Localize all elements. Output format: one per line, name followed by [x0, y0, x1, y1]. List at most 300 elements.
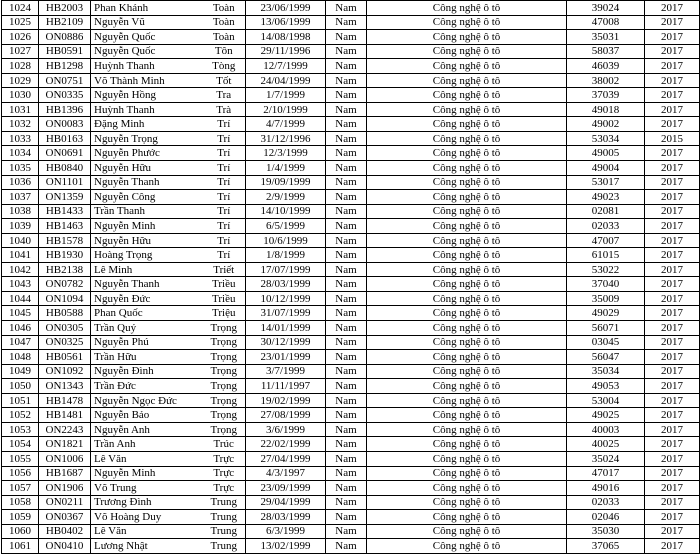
student-code-cell: HB2109: [39, 15, 91, 30]
table-row: [2, 233, 700, 248]
student-code-cell: HB1478: [39, 393, 91, 408]
student-given-name-cell: Trực: [203, 466, 246, 481]
table-row: [2, 15, 700, 30]
table-row: [2, 262, 700, 277]
row-number-cell: 1025: [2, 15, 39, 30]
year-cell: 2017: [645, 335, 700, 350]
reference-number-cell: 35030: [567, 524, 645, 539]
table-row: [2, 59, 700, 74]
student-surname-cell: Nguyễn Phước: [91, 146, 203, 161]
student-surname-cell: Phan Quốc: [91, 306, 203, 321]
reference-number-cell: 46039: [567, 59, 645, 74]
reference-number-cell: 49005: [567, 146, 645, 161]
row-number-cell: 1027: [2, 44, 39, 59]
table-row: [2, 219, 700, 234]
student-given-name-cell: Trí: [203, 204, 246, 219]
reference-number-cell: 58037: [567, 44, 645, 59]
student-given-name-cell: Trực: [203, 451, 246, 466]
birth-date-cell: 14/10/1999: [246, 204, 326, 219]
gender-cell: Nam: [326, 437, 367, 452]
student-code-cell: ON1906: [39, 481, 91, 496]
row-number-cell: 1057: [2, 481, 39, 496]
student-surname-cell: Nguyễn Thanh: [91, 175, 203, 190]
gender-cell: Nam: [326, 262, 367, 277]
year-cell: 2017: [645, 30, 700, 45]
major-cell: Công nghệ ô tô: [367, 437, 567, 452]
student-code-cell: HB1298: [39, 59, 91, 74]
reference-number-cell: 47008: [567, 15, 645, 30]
row-number-cell: 1047: [2, 335, 39, 350]
major-cell: Công nghệ ô tô: [367, 1, 567, 16]
student-code-cell: HB1930: [39, 248, 91, 263]
birth-date-cell: 29/04/1999: [246, 495, 326, 510]
row-number-cell: 1032: [2, 117, 39, 132]
student-code-cell: HB1463: [39, 219, 91, 234]
gender-cell: Nam: [326, 510, 367, 525]
gender-cell: Nam: [326, 73, 367, 88]
row-number-cell: 1052: [2, 408, 39, 423]
reference-number-cell: 35009: [567, 291, 645, 306]
major-cell: Công nghệ ô tô: [367, 451, 567, 466]
reference-number-cell: 49029: [567, 306, 645, 321]
row-number-cell: 1035: [2, 161, 39, 176]
year-cell: 2017: [645, 437, 700, 452]
major-cell: Công nghệ ô tô: [367, 73, 567, 88]
birth-date-cell: 31/07/1999: [246, 306, 326, 321]
student-code-cell: HB2138: [39, 262, 91, 277]
student-surname-cell: Nguyễn Công: [91, 190, 203, 205]
major-cell: Công nghệ ô tô: [367, 262, 567, 277]
major-cell: Công nghệ ô tô: [367, 59, 567, 74]
student-code-cell: HB0840: [39, 161, 91, 176]
birth-date-cell: 27/08/1999: [246, 408, 326, 423]
year-cell: 2017: [645, 321, 700, 336]
year-cell: 2017: [645, 44, 700, 59]
reference-number-cell: 02033: [567, 495, 645, 510]
major-cell: Công nghệ ô tô: [367, 204, 567, 219]
gender-cell: Nam: [326, 233, 367, 248]
row-number-cell: 1056: [2, 466, 39, 481]
major-cell: Công nghệ ô tô: [367, 102, 567, 117]
major-cell: Công nghệ ô tô: [367, 306, 567, 321]
student-code-cell: HB0402: [39, 524, 91, 539]
reference-number-cell: 56071: [567, 321, 645, 336]
table-row: [2, 30, 700, 45]
year-cell: 2017: [645, 102, 700, 117]
birth-date-cell: 1/7/1999: [246, 88, 326, 103]
student-given-name-cell: Triết: [203, 262, 246, 277]
student-surname-cell: Nguyễn Minh: [91, 466, 203, 481]
student-code-cell: HB0163: [39, 131, 91, 146]
major-cell: Công nghệ ô tô: [367, 422, 567, 437]
row-number-cell: 1024: [2, 1, 39, 16]
row-number-cell: 1055: [2, 451, 39, 466]
student-given-name-cell: Trà: [203, 102, 246, 117]
table-row: [2, 393, 700, 408]
year-cell: 2017: [645, 364, 700, 379]
row-number-cell: 1026: [2, 30, 39, 45]
student-given-name-cell: Toàn: [203, 30, 246, 45]
gender-cell: Nam: [326, 321, 367, 336]
year-cell: 2017: [645, 466, 700, 481]
reference-number-cell: 40003: [567, 422, 645, 437]
student-given-name-cell: Trí: [203, 161, 246, 176]
gender-cell: Nam: [326, 117, 367, 132]
major-cell: Công nghệ ô tô: [367, 277, 567, 292]
major-cell: Công nghệ ô tô: [367, 335, 567, 350]
student-given-name-cell: Trí: [203, 175, 246, 190]
table-row: [2, 117, 700, 132]
gender-cell: Nam: [326, 175, 367, 190]
student-surname-cell: Nguyễn Quốc: [91, 30, 203, 45]
birth-date-cell: 14/01/1999: [246, 321, 326, 336]
student-given-name-cell: Tòng: [203, 59, 246, 74]
table-row: [2, 422, 700, 437]
student-surname-cell: Phan Khánh: [91, 1, 203, 16]
birth-date-cell: 24/04/1999: [246, 73, 326, 88]
student-surname-cell: Hoàng Trọng: [91, 248, 203, 263]
gender-cell: Nam: [326, 131, 367, 146]
reference-number-cell: 49002: [567, 117, 645, 132]
major-cell: Công nghệ ô tô: [367, 219, 567, 234]
major-cell: Công nghệ ô tô: [367, 248, 567, 263]
table-row: [2, 88, 700, 103]
student-code-cell: ON0886: [39, 30, 91, 45]
major-cell: Công nghệ ô tô: [367, 44, 567, 59]
birth-date-cell: 29/11/1996: [246, 44, 326, 59]
year-cell: 2017: [645, 219, 700, 234]
student-table-body: [2, 1, 700, 554]
reference-number-cell: 49018: [567, 102, 645, 117]
row-number-cell: 1053: [2, 422, 39, 437]
student-given-name-cell: Trí: [203, 146, 246, 161]
gender-cell: Nam: [326, 466, 367, 481]
row-number-cell: 1028: [2, 59, 39, 74]
birth-date-cell: 1/4/1999: [246, 161, 326, 176]
student-code-cell: HB1481: [39, 408, 91, 423]
birth-date-cell: 2/10/1999: [246, 102, 326, 117]
year-cell: 2017: [645, 161, 700, 176]
student-code-cell: HB1687: [39, 466, 91, 481]
birth-date-cell: 3/7/1999: [246, 364, 326, 379]
row-number-cell: 1045: [2, 306, 39, 321]
student-code-cell: HB0591: [39, 44, 91, 59]
birth-date-cell: 27/04/1999: [246, 451, 326, 466]
reference-number-cell: 56047: [567, 350, 645, 365]
row-number-cell: 1030: [2, 88, 39, 103]
year-cell: 2017: [645, 248, 700, 263]
major-cell: Công nghệ ô tô: [367, 146, 567, 161]
year-cell: 2017: [645, 451, 700, 466]
birth-date-cell: 30/12/1999: [246, 335, 326, 350]
student-surname-cell: Nguyễn Vũ: [91, 15, 203, 30]
major-cell: Công nghệ ô tô: [367, 233, 567, 248]
row-number-cell: 1037: [2, 190, 39, 205]
reference-number-cell: 35024: [567, 451, 645, 466]
gender-cell: Nam: [326, 102, 367, 117]
student-surname-cell: Nguyễn Anh: [91, 422, 203, 437]
table-row: [2, 510, 700, 525]
birth-date-cell: 31/12/1996: [246, 131, 326, 146]
year-cell: 2017: [645, 146, 700, 161]
student-given-name-cell: Trúc: [203, 437, 246, 452]
year-cell: 2017: [645, 539, 700, 554]
student-surname-cell: Nguyễn Hữu: [91, 161, 203, 176]
gender-cell: Nam: [326, 364, 367, 379]
row-number-cell: 1046: [2, 321, 39, 336]
student-code-cell: ON0751: [39, 73, 91, 88]
row-number-cell: 1044: [2, 291, 39, 306]
student-code-cell: ON0410: [39, 539, 91, 554]
student-surname-cell: Nguyễn Quốc: [91, 44, 203, 59]
student-surname-cell: Nguyễn Hữu: [91, 233, 203, 248]
major-cell: Công nghệ ô tô: [367, 321, 567, 336]
major-cell: Công nghệ ô tô: [367, 510, 567, 525]
gender-cell: Nam: [326, 451, 367, 466]
major-cell: Công nghệ ô tô: [367, 364, 567, 379]
row-number-cell: 1034: [2, 146, 39, 161]
student-given-name-cell: Trọng: [203, 350, 246, 365]
student-given-name-cell: Trọng: [203, 335, 246, 350]
birth-date-cell: 1/8/1999: [246, 248, 326, 263]
row-number-cell: 1041: [2, 248, 39, 263]
student-surname-cell: Trần Quý: [91, 321, 203, 336]
gender-cell: Nam: [326, 350, 367, 365]
student-surname-cell: Trần Đức: [91, 379, 203, 394]
birth-date-cell: 23/01/1999: [246, 350, 326, 365]
major-cell: Công nghệ ô tô: [367, 88, 567, 103]
birth-date-cell: 10/12/1999: [246, 291, 326, 306]
table-row: [2, 44, 700, 59]
birth-date-cell: 13/02/1999: [246, 539, 326, 554]
birth-date-cell: 12/3/1999: [246, 146, 326, 161]
student-given-name-cell: Trọng: [203, 379, 246, 394]
row-number-cell: 1060: [2, 524, 39, 539]
gender-cell: Nam: [326, 393, 367, 408]
gender-cell: Nam: [326, 1, 367, 16]
student-surname-cell: Đặng Minh: [91, 117, 203, 132]
birth-date-cell: 10/6/1999: [246, 233, 326, 248]
year-cell: 2017: [645, 117, 700, 132]
birth-date-cell: 19/09/1999: [246, 175, 326, 190]
gender-cell: Nam: [326, 30, 367, 45]
row-number-cell: 1054: [2, 437, 39, 452]
row-number-cell: 1036: [2, 175, 39, 190]
birth-date-cell: 4/7/1999: [246, 117, 326, 132]
birth-date-cell: 11/11/1997: [246, 379, 326, 394]
year-cell: 2017: [645, 204, 700, 219]
table-row: [2, 524, 700, 539]
student-given-name-cell: Trọng: [203, 321, 246, 336]
student-code-cell: HB2003: [39, 1, 91, 16]
year-cell: 2017: [645, 277, 700, 292]
reference-number-cell: 53004: [567, 393, 645, 408]
reference-number-cell: 35031: [567, 30, 645, 45]
student-surname-cell: Trần Thanh: [91, 204, 203, 219]
student-code-cell: HB1433: [39, 204, 91, 219]
row-number-cell: 1042: [2, 262, 39, 277]
birth-date-cell: 22/02/1999: [246, 437, 326, 452]
student-given-name-cell: Trọng: [203, 422, 246, 437]
student-code-cell: ON0083: [39, 117, 91, 132]
student-code-cell: HB0588: [39, 306, 91, 321]
table-row: [2, 248, 700, 263]
reference-number-cell: 37065: [567, 539, 645, 554]
major-cell: Công nghệ ô tô: [367, 379, 567, 394]
student-surname-cell: Trần Anh: [91, 437, 203, 452]
student-given-name-cell: Toàn: [203, 15, 246, 30]
row-number-cell: 1059: [2, 510, 39, 525]
table-row: [2, 1, 700, 16]
year-cell: 2017: [645, 73, 700, 88]
major-cell: Công nghệ ô tô: [367, 466, 567, 481]
table-row: [2, 190, 700, 205]
year-cell: 2017: [645, 59, 700, 74]
row-number-cell: 1038: [2, 204, 39, 219]
gender-cell: Nam: [326, 306, 367, 321]
reference-number-cell: 37039: [567, 88, 645, 103]
year-cell: 2017: [645, 190, 700, 205]
reference-number-cell: 40025: [567, 437, 645, 452]
student-surname-cell: Nguyễn Ngọc Đức: [91, 393, 203, 408]
birth-date-cell: 12/7/1999: [246, 59, 326, 74]
row-number-cell: 1040: [2, 233, 39, 248]
student-given-name-cell: Trực: [203, 481, 246, 496]
student-surname-cell: Lê Minh: [91, 262, 203, 277]
major-cell: Công nghệ ô tô: [367, 350, 567, 365]
student-given-name-cell: Trí: [203, 233, 246, 248]
table-row: [2, 364, 700, 379]
gender-cell: Nam: [326, 524, 367, 539]
row-number-cell: 1043: [2, 277, 39, 292]
student-given-name-cell: Trí: [203, 117, 246, 132]
row-number-cell: 1029: [2, 73, 39, 88]
year-cell: 2017: [645, 379, 700, 394]
table-row: [2, 73, 700, 88]
major-cell: Công nghệ ô tô: [367, 481, 567, 496]
gender-cell: Nam: [326, 219, 367, 234]
birth-date-cell: 23/06/1999: [246, 1, 326, 16]
major-cell: Công nghệ ô tô: [367, 117, 567, 132]
year-cell: 2017: [645, 422, 700, 437]
major-cell: Công nghệ ô tô: [367, 15, 567, 30]
reference-number-cell: 02033: [567, 219, 645, 234]
row-number-cell: 1031: [2, 102, 39, 117]
reference-number-cell: 53017: [567, 175, 645, 190]
birth-date-cell: 6/3/1999: [246, 524, 326, 539]
year-cell: 2017: [645, 306, 700, 321]
birth-date-cell: 2/9/1999: [246, 190, 326, 205]
gender-cell: Nam: [326, 248, 367, 263]
birth-date-cell: 28/03/1999: [246, 510, 326, 525]
year-cell: 2017: [645, 233, 700, 248]
reference-number-cell: 49025: [567, 408, 645, 423]
reference-number-cell: 02081: [567, 204, 645, 219]
student-code-cell: ON2243: [39, 422, 91, 437]
student-code-cell: HB1396: [39, 102, 91, 117]
row-number-cell: 1061: [2, 539, 39, 554]
reference-number-cell: 39024: [567, 1, 645, 16]
birth-date-cell: 19/02/1999: [246, 393, 326, 408]
gender-cell: Nam: [326, 495, 367, 510]
gender-cell: Nam: [326, 88, 367, 103]
reference-number-cell: 47007: [567, 233, 645, 248]
student-given-name-cell: Tôn: [203, 44, 246, 59]
student-surname-cell: Huỳnh Thanh: [91, 102, 203, 117]
student-table: [1, 0, 700, 554]
student-surname-cell: Nguyễn Hồng: [91, 88, 203, 103]
year-cell: 2017: [645, 262, 700, 277]
year-cell: 2017: [645, 1, 700, 16]
student-given-name-cell: Trí: [203, 248, 246, 263]
year-cell: 2017: [645, 481, 700, 496]
table-row: [2, 131, 700, 146]
student-code-cell: ON0367: [39, 510, 91, 525]
student-given-name-cell: Trọng: [203, 408, 246, 423]
student-given-name-cell: Trung: [203, 539, 246, 554]
table-row: [2, 306, 700, 321]
student-given-name-cell: Trí: [203, 190, 246, 205]
gender-cell: Nam: [326, 379, 367, 394]
table-row: [2, 408, 700, 423]
reference-number-cell: 38002: [567, 73, 645, 88]
student-code-cell: ON1343: [39, 379, 91, 394]
major-cell: Công nghệ ô tô: [367, 539, 567, 554]
birth-date-cell: 3/6/1999: [246, 422, 326, 437]
table-row: [2, 437, 700, 452]
year-cell: 2015: [645, 131, 700, 146]
gender-cell: Nam: [326, 539, 367, 554]
year-cell: 2017: [645, 495, 700, 510]
gender-cell: Nam: [326, 422, 367, 437]
reference-number-cell: 53034: [567, 131, 645, 146]
major-cell: Công nghệ ô tô: [367, 495, 567, 510]
student-surname-cell: Nguyễn Bảo: [91, 408, 203, 423]
student-surname-cell: Nguyễn Minh: [91, 219, 203, 234]
major-cell: Công nghệ ô tô: [367, 190, 567, 205]
major-cell: Công nghệ ô tô: [367, 393, 567, 408]
year-cell: 2017: [645, 350, 700, 365]
gender-cell: Nam: [326, 408, 367, 423]
student-given-name-cell: Trung: [203, 495, 246, 510]
table-row: [2, 335, 700, 350]
student-given-name-cell: Trung: [203, 510, 246, 525]
student-given-name-cell: Trung: [203, 524, 246, 539]
student-code-cell: ON1094: [39, 291, 91, 306]
table-row: [2, 175, 700, 190]
table-row: [2, 451, 700, 466]
student-code-cell: ON0335: [39, 88, 91, 103]
reference-number-cell: 53022: [567, 262, 645, 277]
student-surname-cell: Huỳnh Thanh: [91, 59, 203, 74]
table-row: [2, 277, 700, 292]
table-row: [2, 161, 700, 176]
table-row: [2, 102, 700, 117]
student-given-name-cell: Toàn: [203, 1, 246, 16]
major-cell: Công nghệ ô tô: [367, 30, 567, 45]
table-row: [2, 495, 700, 510]
gender-cell: Nam: [326, 204, 367, 219]
major-cell: Công nghệ ô tô: [367, 161, 567, 176]
reference-number-cell: 02046: [567, 510, 645, 525]
year-cell: 2017: [645, 88, 700, 103]
gender-cell: Nam: [326, 190, 367, 205]
student-code-cell: ON1359: [39, 190, 91, 205]
reference-number-cell: 49004: [567, 161, 645, 176]
student-code-cell: ON0305: [39, 321, 91, 336]
gender-cell: Nam: [326, 15, 367, 30]
major-cell: Công nghệ ô tô: [367, 175, 567, 190]
